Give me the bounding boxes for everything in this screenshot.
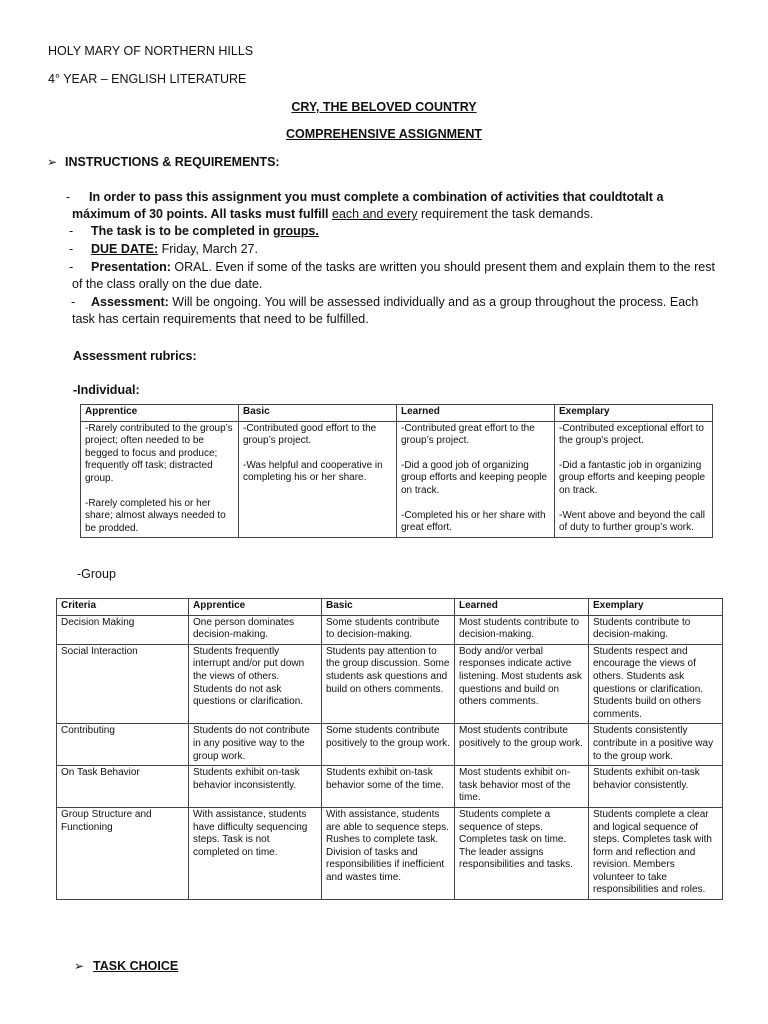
- table-cell: Body and/or verbal responses indicate active listening. Most students ask questions and build on others comments.: [455, 644, 589, 724]
- table-row: [57, 644, 723, 724]
- table-header-row: [81, 405, 713, 422]
- arrow-bullet-icon: ➢: [47, 155, 58, 169]
- cell-text: -Rarely contributed to the group’s project; often needed to be begged to focus and produce; frequently off task; distracted group.: [85, 422, 233, 484]
- instruction-item-2: - The task is to be completed in groups.: [69, 224, 319, 238]
- table-cell: [555, 421, 713, 538]
- table-cell: Students complete a clear and logical sequence of steps. Completes task with form and reflection and revision. Members volunteer to take responsibilities and roles.: [589, 807, 723, 899]
- table-cell: Students complete a sequence of steps. Completes task on time. The leader assigns responsibilities and tasks.: [455, 807, 589, 899]
- due-date-value: Friday, March 27.: [158, 242, 258, 256]
- table-cell: Some students contribute positively to the group work.: [322, 724, 455, 766]
- table-header-row: [57, 599, 723, 616]
- instruction-item-1-rest: requirement the task demands.: [417, 207, 594, 221]
- table-cell: Students contribute to decision-making.: [589, 615, 723, 644]
- instruction-item-5: - Assessment: Will be ongoing. You will be assessed individually and as a group throughout the process. Each task has certain requirements that need to be fulfilled.: [71, 295, 699, 326]
- instruction-item-2-underlined: groups.: [272, 224, 319, 238]
- table-header-cell: Learned: [455, 599, 589, 616]
- cell-text: -Contributed exceptional effort to the group’s project.: [559, 422, 704, 447]
- table-row: [57, 724, 723, 766]
- book-title: CRY, THE BELOVED COUNTRY: [291, 100, 477, 114]
- instruction-item-4: - Presentation: ORAL. Even if some of the tasks are written you should present them and explain them to the rest of the class orally on the due date.: [69, 260, 715, 291]
- cell-text: -Went above and beyond the call of duty to further group’s work.: [559, 509, 706, 534]
- table-row: [57, 615, 723, 644]
- presentation-label: Presentation:: [91, 260, 171, 274]
- cell-text: -Contributed good effort to the group’s project.: [243, 422, 377, 447]
- cell-text: -Contributed great effort to the group’s project.: [401, 422, 535, 447]
- cell-text: -Completed his or her share with great effort.: [401, 509, 546, 534]
- table-header-cell: Basic: [239, 405, 397, 422]
- table-header-cell: Criteria: [57, 599, 189, 616]
- table-cell: Students frequently interrupt and/or put down the views of others. Students do not ask questions or clarification.: [189, 644, 322, 724]
- table-cell: Students respect and encourage the views of others. Students ask questions or clarification. Students build on others comments.: [589, 644, 723, 724]
- table-cell: Students exhibit on-task behavior consistently.: [589, 766, 723, 808]
- table-cell: With assistance, students have difficulty sequencing steps. Task is not completed on time.: [189, 807, 322, 899]
- course-name: 4° YEAR – ENGLISH LITERATURE: [48, 72, 247, 86]
- individual-label: -Individual:: [73, 383, 140, 397]
- table-cell: Group Structure and Functioning: [57, 807, 189, 899]
- table-header-cell: Apprentice: [81, 405, 239, 422]
- cell-text: -Was helpful and cooperative in completing his or her share.: [243, 459, 383, 484]
- table-cell: Students pay attention to the group discussion. Some students ask questions and build on others comments.: [322, 644, 455, 724]
- table-cell: Social Interaction: [57, 644, 189, 724]
- table-row: [57, 807, 723, 899]
- table-cell: With assistance, students are able to sequence steps. Rushes to complete task. Division of tasks and responsibilities if inefficient and wastes time.: [322, 807, 455, 899]
- dash-bullet: -: [66, 190, 71, 204]
- cell-text: -Rarely completed his or her share; almost always needed to be prodded.: [85, 497, 226, 534]
- table-header-cell: Exemplary: [589, 599, 723, 616]
- due-date-label: DUE DATE:: [91, 242, 159, 256]
- cell-text: -Did a good job of organizing group efforts and keeping people on track.: [401, 459, 548, 496]
- table-cell: One person dominates decision-making.: [189, 615, 322, 644]
- assessment-value: Will be ongoing: [168, 295, 258, 309]
- instruction-item-1-text: In order to pass this assignment you must complete a combination of activities that couldtotalt a máximum of 30 points. All tasks must fulfill: [72, 190, 664, 221]
- table-cell: Most students contribute to decision-making.: [455, 615, 589, 644]
- instruction-item-1: [66, 189, 722, 223]
- rubrics-heading: Assessment rubrics:: [73, 349, 197, 363]
- table-header-cell: Apprentice: [189, 599, 322, 616]
- instruction-item-1-underlined: each and every: [332, 207, 418, 221]
- table-header-cell: Learned: [397, 405, 555, 422]
- assessment-label: Assessment:: [91, 295, 169, 309]
- table-cell: Most students exhibit on-task behavior most of the time.: [455, 766, 589, 808]
- table-cell: Students consistently contribute in a positive way to the group work.: [589, 724, 723, 766]
- table-cell: Students exhibit on-task behavior inconsistently.: [189, 766, 322, 808]
- table-cell: [239, 421, 397, 538]
- task-choice-heading: TASK CHOICE: [93, 959, 179, 973]
- assessment-details: . You will be assessed individually and as a group throughout the process. Each task has certain requirements that need to be fulfilled.: [72, 295, 699, 326]
- table-row: [57, 766, 723, 808]
- table-cell: Most students contribute positively to the group work.: [455, 724, 589, 766]
- table-header-cell: Basic: [322, 599, 455, 616]
- table-cell: Contributing: [57, 724, 189, 766]
- table-cell: Students do not contribute in any positive way to the group work.: [189, 724, 322, 766]
- table-cell: [397, 421, 555, 538]
- table-cell: Students exhibit on-task behavior some of the time.: [322, 766, 455, 808]
- arrow-bullet-icon: ➢: [74, 959, 85, 973]
- instructions-heading: INSTRUCTIONS & REQUIREMENTS:: [65, 155, 280, 169]
- assignment-title: COMPREHENSIVE ASSIGNMENT: [285, 127, 483, 141]
- table-cell: [81, 421, 239, 538]
- table-cell: On Task Behavior: [57, 766, 189, 808]
- table-header-cell: Exemplary: [555, 405, 713, 422]
- instruction-item-2-text: The task is to be completed in: [91, 224, 273, 238]
- group-label: -Group: [77, 567, 116, 581]
- presentation-value: ORAL. Even if some of the tasks are written you should present them and explain them to the rest of the class orally on the due date.: [72, 260, 715, 291]
- table-row: [81, 421, 713, 538]
- table-cell: Decision Making: [57, 615, 189, 644]
- instruction-item-3: - DUE DATE: Friday, March 27.: [69, 242, 258, 256]
- school-name: HOLY MARY OF NORTHERN HILLS: [48, 44, 254, 58]
- individual-rubric-table: [80, 404, 713, 538]
- table-cell: Some students contribute to decision-making.: [322, 615, 455, 644]
- group-rubric-table: [56, 598, 723, 900]
- cell-text: -Did a fantastic job in organizing group efforts and keeping people on track.: [559, 459, 706, 496]
